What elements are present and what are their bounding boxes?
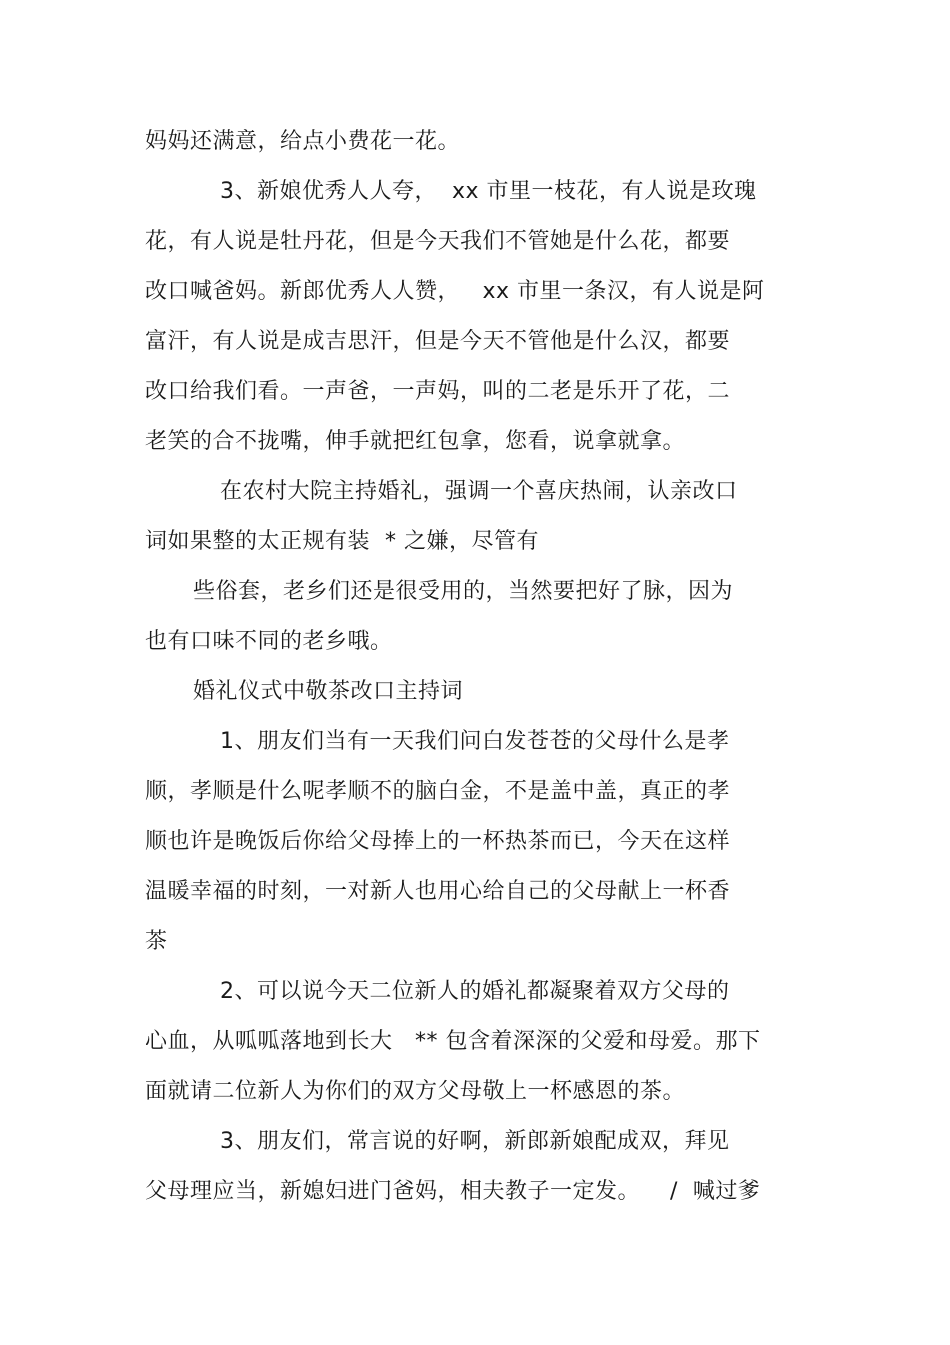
text-line: 花，有人说是牡丹花，但是今天我们不管她是什么花，都要	[145, 229, 731, 254]
text-line: 些俗套，老乡们还是很受用的，当然要把好了脉，因为	[193, 579, 734, 604]
text-line: 面就请二位新人为你们的双方父母敬上一杯感恩的茶。	[145, 1079, 686, 1104]
text-line: 茶	[145, 929, 168, 954]
text-line: 老笑的合不拢嘴，伸手就把红包拿，您看，说拿就拿。	[145, 429, 686, 454]
text-line: 富汗，有人说是成吉思汗，但是今天不管他是什么汉，都要	[145, 329, 731, 354]
text-line: 在农村大院主持婚礼，强调一个喜庆热闹，认亲改口	[220, 479, 738, 504]
text-line: 心血，从呱呱落地到长大 ** 包含着深深的父爱和母爱。那下	[145, 1029, 761, 1054]
text-line: 词如果整的太正规有装 * 之嫌，尽管有	[145, 529, 539, 554]
text-line: 温暖幸福的时刻，一对新人也用心给自己的父母献上一杯香	[145, 879, 731, 904]
text-line: 妈妈还满意，给点小费花一花。	[145, 129, 461, 154]
text-line: 也有口味不同的老乡哦。	[145, 629, 393, 654]
text-line: 顺，孝顺是什么呢孝顺不的脑白金，不是盖中盖，真正的孝	[145, 779, 731, 804]
text-line: 顺也许是晚饭后你给父母捧上的一杯热茶而已，今天在这样	[145, 829, 731, 854]
text-line: 改口给我们看。一声爸，一声妈，叫的二老是乐开了花，二	[145, 379, 731, 404]
text-line: 改口喊爸妈。新郎优秀人人赞， xx 市里一条汉，有人说是阿	[145, 279, 765, 304]
text-line: 父母理应当，新媳妇进门爸妈，相夫教子一定发。 / 喊过爹	[145, 1179, 761, 1204]
section-heading: 婚礼仪式中敬茶改口主持词	[193, 679, 464, 704]
text-line: 2、可以说今天二位新人的婚礼都凝聚着双方父母的	[220, 979, 730, 1004]
text-line: 1、朋友们当有一天我们问白发苍苍的父母什么是孝	[220, 729, 730, 754]
text-line: 3、新娘优秀人人夸， xx 市里一枝花，有人说是玫瑰	[220, 179, 757, 204]
text-line: 3、朋友们，常言说的好啊，新郎新娘配成双，拜见	[220, 1129, 730, 1154]
